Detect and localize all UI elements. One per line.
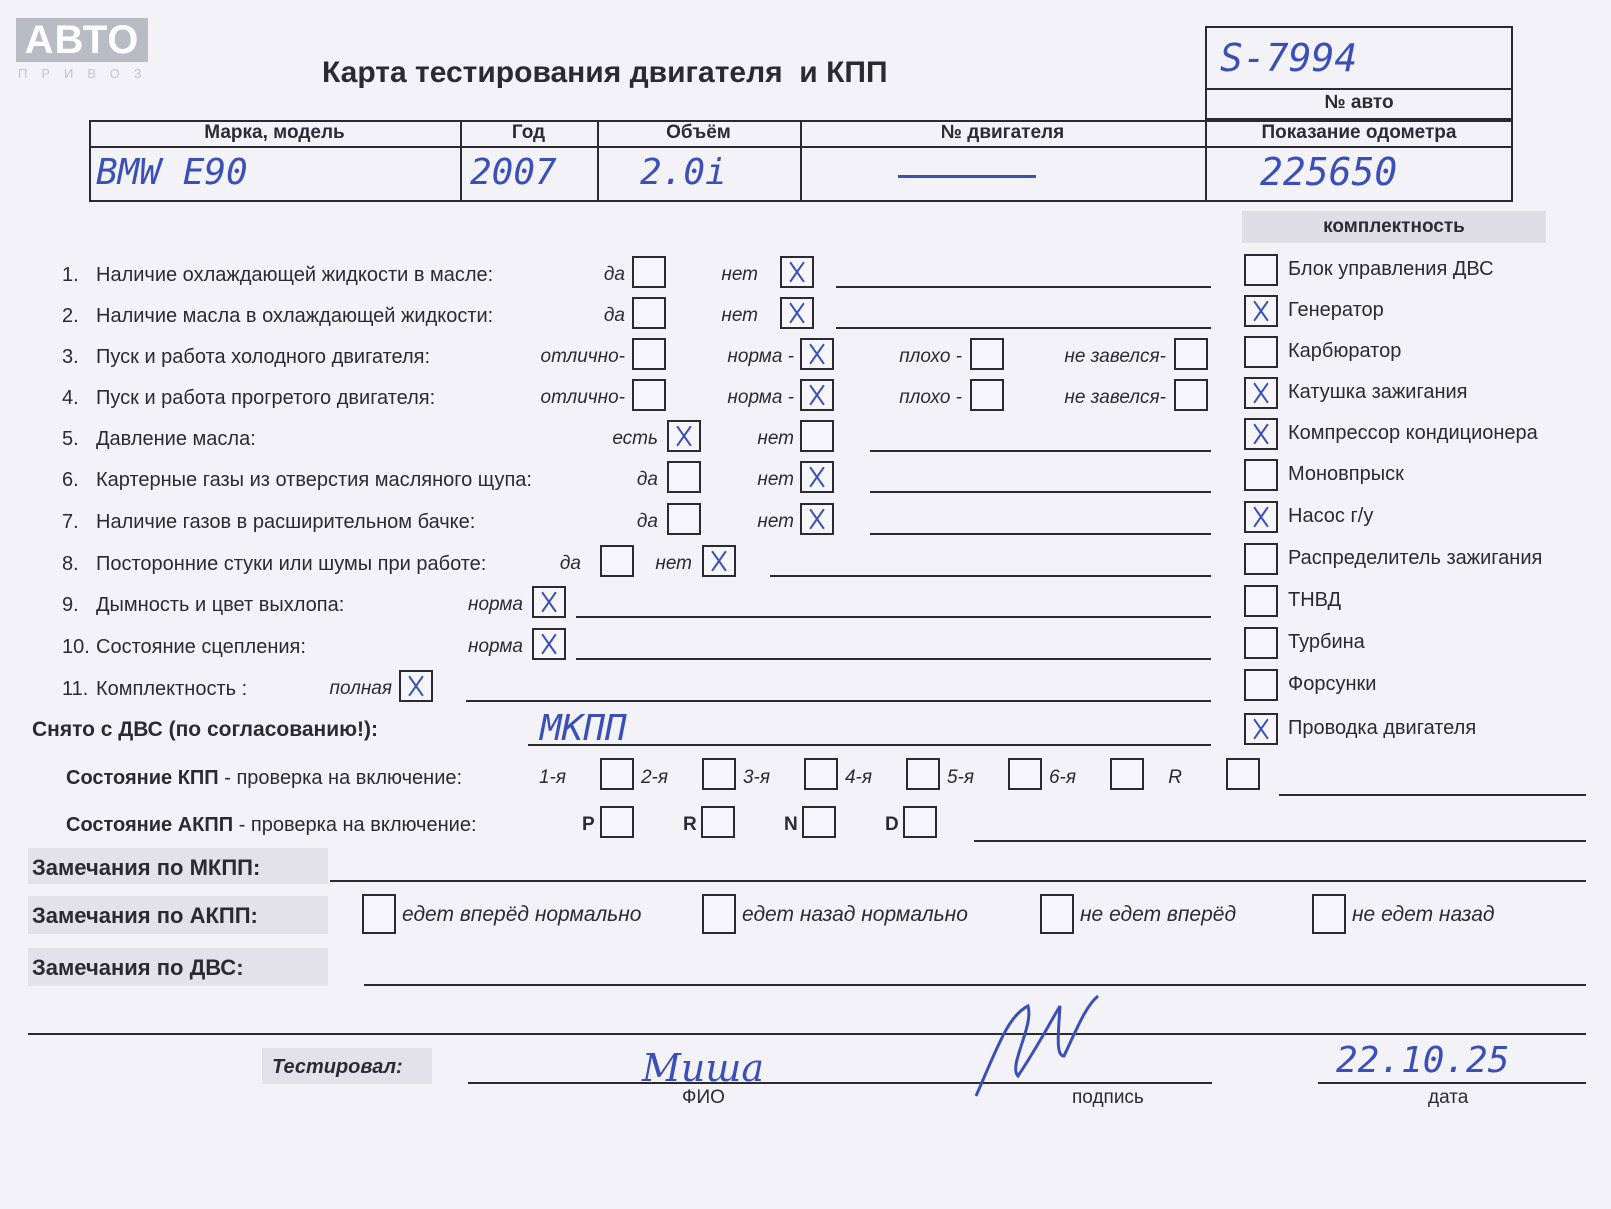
engine-number-dash[interactable] [898, 175, 1036, 178]
gear-label: 1-я [538, 767, 566, 788]
completeness-checkbox[interactable] [1244, 713, 1278, 745]
answer-line [836, 327, 1211, 329]
gear-label: D [885, 814, 899, 835]
option-label: отлично- [540, 346, 625, 367]
date-label: дата [1428, 1087, 1469, 1108]
option-label: да [636, 469, 658, 490]
option-label: нет [721, 305, 758, 326]
option-label: норма [468, 636, 523, 657]
gear-label: N [784, 814, 798, 835]
question-text: Посторонние стуки или шумы при работе: [96, 553, 487, 575]
gear-checkbox[interactable] [1226, 758, 1260, 790]
option-label: не завелся- [1064, 346, 1166, 367]
col-header-odometer: Показание одометра [1261, 122, 1457, 143]
removed-label: Снято с ДВС (по согласованию!): [32, 718, 379, 741]
completeness-item-label: Моновпрыск [1288, 463, 1404, 485]
option-label: нет [757, 469, 794, 490]
remarks-mkpp-line [330, 880, 1586, 882]
option-checkbox[interactable] [399, 670, 433, 702]
option-checkbox[interactable] [970, 379, 1004, 411]
question-text: Наличие газов в расширительном бачке: [96, 511, 476, 533]
model-value[interactable]: BMW E90 [96, 152, 248, 193]
question-number: 11. [62, 678, 89, 700]
question-number: 7. [62, 511, 79, 533]
auto-number-label: № авто [1324, 92, 1394, 113]
kpp-label: Состояние КПП - проверка на включение: [66, 767, 463, 789]
completeness-checkbox[interactable] [1244, 295, 1278, 327]
option-label: норма - [727, 346, 794, 367]
option-label: не завелся- [1064, 387, 1166, 408]
volume-value[interactable]: 2.0i [640, 152, 727, 193]
completeness-item-label: ТНВД [1288, 589, 1342, 611]
date-line [1318, 1082, 1586, 1084]
question-number: 10. [62, 636, 90, 658]
gear-label: 5-я [946, 767, 974, 788]
tested-label: Тестировал: [272, 1056, 403, 1078]
option-checkbox[interactable] [800, 503, 834, 535]
answer-line [870, 533, 1211, 535]
option-label: да [603, 264, 625, 285]
akpp-remark-checkbox[interactable] [702, 894, 736, 934]
remarks-mkpp-label: Замечания по МКПП: [32, 855, 261, 880]
removed-value[interactable]: МКПП [540, 708, 627, 749]
question-number: 4. [62, 387, 79, 409]
option-checkbox[interactable] [532, 586, 566, 618]
answer-line [770, 575, 1211, 577]
gear-label: 3-я [742, 767, 770, 788]
option-label: нет [655, 553, 692, 574]
col-header-year: Год [511, 122, 546, 143]
question-text: Пуск и работа прогретого двигателя: [96, 387, 436, 409]
completeness-item-label: Форсунки [1288, 673, 1377, 695]
akpp-remark-checkbox[interactable] [1312, 894, 1346, 934]
kpp-line [1279, 794, 1586, 796]
question-text: Наличие охлаждающей жидкости в масле: [96, 264, 494, 286]
question-number: 8. [62, 553, 79, 575]
completeness-item-label: Насос г/у [1288, 505, 1374, 527]
remarks-dvs-label: Замечания по ДВС: [32, 955, 244, 980]
option-label: есть [612, 428, 658, 449]
answer-line [576, 616, 1211, 618]
option-checkbox[interactable] [532, 628, 566, 660]
akpp-remark-checkbox[interactable] [1040, 894, 1074, 934]
gear-checkbox[interactable] [802, 806, 836, 838]
option-label: норма - [727, 387, 794, 408]
question-text: Наличие масла в охлаждающей жидкости: [96, 305, 494, 327]
date-value[interactable]: 22.10.25 [1336, 1040, 1510, 1081]
sign-label: подпись [1072, 1087, 1144, 1108]
divider [1205, 88, 1513, 90]
option-label: плохо - [899, 387, 962, 408]
answer-line [576, 658, 1211, 660]
completeness-item-label: Проводка двигателя [1288, 717, 1477, 739]
completeness-checkbox[interactable] [1244, 336, 1278, 368]
question-text: Картерные газы из отверстия масляного щупа: [96, 469, 532, 491]
option-checkbox[interactable] [800, 420, 834, 452]
answer-line [870, 450, 1211, 452]
completeness-header: комплектность [1242, 211, 1546, 243]
question-text: Комплектность : [96, 678, 248, 700]
col-header-engine-number: № двигателя [940, 122, 1065, 143]
question-text: Состояние сцепления: [96, 636, 306, 658]
odometer-value[interactable]: 225650 [1260, 150, 1398, 194]
question-number: 6. [62, 469, 79, 491]
answer-line [466, 700, 1211, 702]
completeness-item-label: Генератор [1288, 299, 1384, 321]
option-checkbox[interactable] [780, 256, 814, 288]
fio-label: ФИО [682, 1087, 725, 1108]
page-title: Карта тестирования двигателя и КПП [322, 56, 888, 89]
gear-checkbox[interactable] [903, 806, 937, 838]
option-label: полная [329, 678, 392, 699]
option-checkbox[interactable] [1174, 379, 1208, 411]
gear-label: R [1168, 767, 1182, 788]
completeness-checkbox[interactable] [1244, 543, 1278, 575]
question-text: Пуск и работа холодного двигателя: [96, 346, 431, 368]
completeness-item-label: Карбюратор [1288, 340, 1402, 362]
completeness-checkbox[interactable] [1244, 459, 1278, 491]
completeness-checkbox[interactable] [1244, 377, 1278, 409]
option-label: нет [757, 428, 794, 449]
completeness-checkbox[interactable] [1244, 501, 1278, 533]
akpp-label: Состояние АКПП - проверка на включение: [66, 814, 477, 836]
completeness-item-label: Турбина [1288, 631, 1365, 653]
question-text: Давление масла: [96, 428, 256, 450]
gear-label: 2-я [640, 767, 668, 788]
gear-label: 4-я [844, 767, 872, 788]
gear-label: 6-я [1048, 767, 1076, 788]
year-value[interactable]: 2007 [470, 152, 557, 193]
option-label: отлично- [540, 387, 625, 408]
remarks-akpp-label: Замечания по АКПП: [32, 903, 258, 928]
akpp-remark-label: едет вперёд нормально [402, 903, 642, 926]
answer-line [836, 286, 1211, 288]
option-checkbox[interactable] [1174, 338, 1208, 370]
remarks-dvs-line-2 [28, 1033, 1586, 1035]
option-checkbox[interactable] [702, 545, 736, 577]
completeness-checkbox[interactable] [1244, 254, 1278, 286]
fio-value[interactable]: Миша [642, 1046, 765, 1090]
gear-checkbox[interactable] [600, 806, 634, 838]
question-number: 9. [62, 594, 79, 616]
question-number: 5. [62, 428, 79, 450]
akpp-remark-checkbox[interactable] [362, 894, 396, 934]
option-label: плохо - [899, 346, 962, 367]
completeness-item-label: Распределитель зажигания [1288, 547, 1543, 569]
question-text: Дымность и цвет выхлопа: [96, 594, 345, 616]
akpp-remark-label: не едет вперёд [1080, 903, 1237, 926]
completeness-checkbox[interactable] [1244, 585, 1278, 617]
option-label: нет [721, 264, 758, 285]
gear-checkbox[interactable] [701, 806, 735, 838]
option-label: да [636, 511, 658, 532]
logo-subtitle: ПРИВОЗ [18, 66, 156, 81]
col-header-volume: Объём [666, 122, 731, 143]
option-label: нет [757, 511, 794, 532]
completeness-item-label: Катушка зажигания [1288, 381, 1468, 403]
completeness-checkbox[interactable] [1244, 669, 1278, 701]
auto-number-value[interactable]: S-7994 [1220, 36, 1358, 80]
question-number: 1. [62, 264, 79, 286]
question-number: 2. [62, 305, 79, 327]
akpp-line [974, 840, 1586, 842]
completeness-checkbox[interactable] [1244, 418, 1278, 450]
completeness-checkbox[interactable] [1244, 627, 1278, 659]
completeness-item-label: Блок управления ДВС [1288, 258, 1494, 280]
option-label: да [559, 553, 581, 574]
removed-line [528, 744, 1211, 746]
gear-label: R [683, 814, 697, 835]
option-label: норма [468, 594, 523, 615]
answer-line [870, 491, 1211, 493]
option-checkbox[interactable] [800, 461, 834, 493]
logo: АВТО [16, 18, 148, 62]
completeness-item-label: Компрессор кондиционера [1288, 422, 1538, 444]
option-checkbox[interactable] [970, 338, 1004, 370]
option-label: да [603, 305, 625, 326]
akpp-remark-label: едет назад нормально [742, 903, 968, 926]
option-checkbox[interactable] [780, 297, 814, 329]
col-header-model: Марка, модель [204, 122, 345, 143]
question-number: 3. [62, 346, 79, 368]
gear-label: P [582, 814, 595, 835]
akpp-remark-label: не едет назад [1352, 903, 1495, 926]
